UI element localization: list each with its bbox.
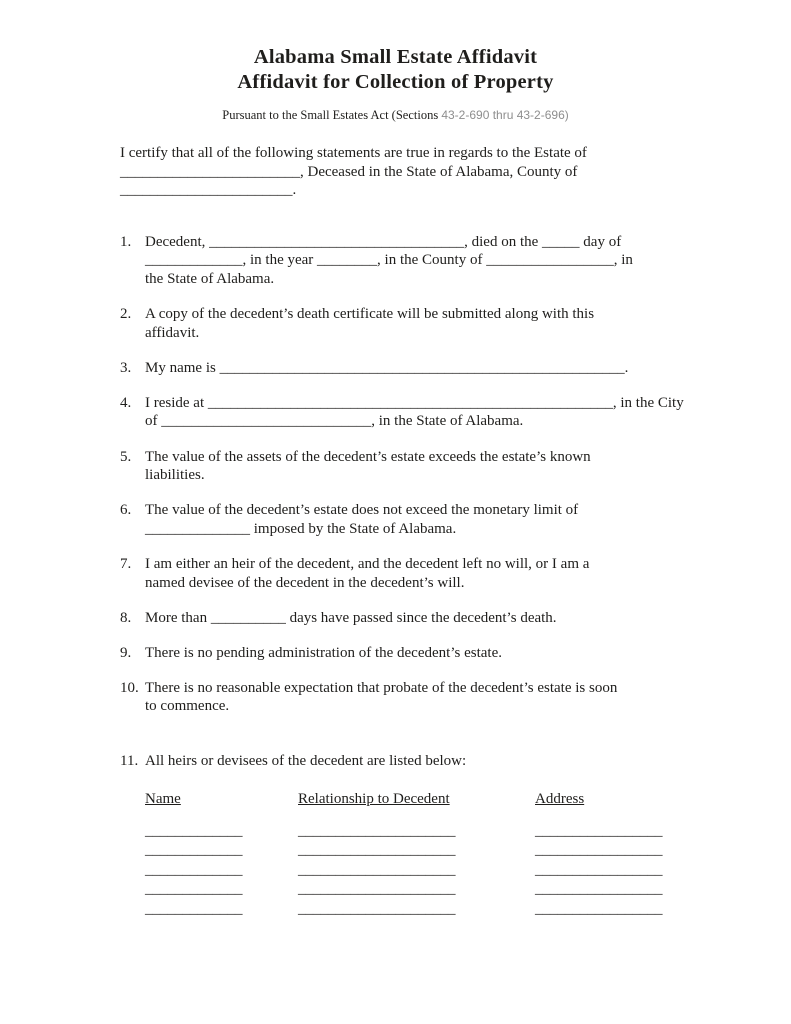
heir-name-blank-line: _____________ [145,861,243,878]
item-text [145,448,591,485]
list-item-days-passed [120,609,791,628]
item-text [145,305,594,342]
item-text [145,359,628,378]
item-text-line: My name is ______________________________________________________. [145,359,629,376]
heir-address-blank-line: _________________ [535,881,663,898]
item-number: 1. [120,233,132,250]
item-text [145,752,466,771]
item-text [145,233,633,289]
item-text-line: named devisee of the decedent in the decedent’s will. [145,574,465,591]
table-row [145,880,791,900]
heir-relationship-blank-line: _____________________ [298,861,456,878]
intro-line-county-blank: _______________________. [120,182,297,199]
document-title-line1: Alabama Small Estate Affidavit [253,46,538,68]
item-number: 3. [120,359,132,376]
item-text-line: to commence. [145,698,230,715]
item-text [145,394,684,431]
list-item-no-pending-administration [120,644,791,663]
table-row [145,861,791,881]
heir-address-blank-line: _________________ [535,842,663,859]
subtitle-text: Pursuant to the Small Estates Act (Sections [222,108,442,122]
heir-name-blank-line: _____________ [145,881,243,898]
document-subtitle [0,108,791,123]
item-text [145,679,617,716]
list-item-affiant-residence [120,394,791,431]
list-item-assets-exceed-liabilities [120,448,791,485]
heir-address-blank-line: _________________ [535,900,663,917]
item-number: 7. [120,555,132,572]
list-item-monetary-limit [120,501,791,538]
list-item-affiant-name [120,359,791,378]
column-header-address: Address [535,790,585,807]
item-text [145,644,502,663]
document-title-line2: Affidavit for Collection of Property [237,71,554,93]
item-text-line: the State of Alabama. [145,270,275,287]
item-text-line: Decedent, __________________________________, died on the _____ day of [145,233,622,250]
item-text-line: The value of the decedent’s estate does not exceed the monetary limit of [145,502,579,519]
heir-relationship-blank-line: _____________________ [298,900,456,917]
item-text-line: There is no pending administration of the decedent’s estate. [145,644,502,661]
heirs-table-body [145,822,791,920]
item-text-line: liabilities. [145,467,205,484]
item-text-line: A copy of the decedent’s death certificate will be submitted along with this [145,306,595,323]
item-text [145,609,557,628]
heirs-table-header-row [145,790,791,809]
intro-line: I certify that all of the following statements are true in regards to the Estate of [120,145,587,161]
column-header-name: Name [145,790,181,807]
list-item-heir-or-devisee [120,555,791,592]
affidavit-statements-list [120,233,791,771]
heir-relationship-blank-line: _____________________ [298,822,456,839]
item-number: 8. [120,609,132,626]
item-number: 6. [120,502,132,519]
list-item-death-certificate [120,305,791,342]
table-row [145,841,791,861]
item-text [145,555,589,592]
heir-address-blank-line: _________________ [535,822,663,839]
document-title [0,0,791,95]
heir-relationship-blank-line: _____________________ [298,881,456,898]
item-text-line: _____________, in the year ________, in the County of _________________, in [145,252,633,269]
item-number: 11. [120,752,139,769]
table-row [145,822,791,842]
item-number: 5. [120,448,132,465]
heir-relationship-blank-line: _____________________ [298,842,456,859]
list-item-heirs-listed-below [120,752,791,771]
heirs-table [145,790,791,920]
item-text-line: I reside at ______________________________________________________, in the City [145,394,684,411]
item-number: 10. [120,679,139,696]
item-text-line: I am either an heir of the decedent, and the decedent left no will, or I am a [145,555,590,572]
intro-line-estate-name-blank: ________________________, Deceased in the State of Alabama, County of [120,163,578,180]
item-number: 4. [120,394,132,411]
statute-reference-link[interactable]: 43-2-690 thru 43-2-696) [441,108,569,122]
heir-name-blank-line: _____________ [145,822,243,839]
item-text [145,501,578,538]
heir-name-blank-line: _____________ [145,842,243,859]
item-number: 2. [120,306,132,323]
item-text-line: ______________ imposed by the State of Alabama. [145,520,457,537]
heir-address-blank-line: _________________ [535,861,663,878]
item-text-line: of ____________________________, in the State of Alabama. [145,413,524,430]
item-number: 9. [120,644,132,661]
list-item-no-probate-expectation [120,679,791,716]
certification-intro-paragraph [120,144,791,200]
column-header-relationship: Relationship to Decedent [298,790,450,807]
item-text-line: The value of the assets of the decedent’s estate exceeds the estate’s known [145,448,591,465]
item-text-line: There is no reasonable expectation that probate of the decedent’s estate is soon [145,679,618,696]
item-text-line: All heirs or devisees of the decedent are listed below: [145,752,467,769]
list-item-decedent-death-details [120,233,791,289]
table-row [145,900,791,920]
item-text-line: More than __________ days have passed since the decedent’s death. [145,609,557,626]
heir-name-blank-line: _____________ [145,900,243,917]
item-text-line: affidavit. [145,324,200,341]
